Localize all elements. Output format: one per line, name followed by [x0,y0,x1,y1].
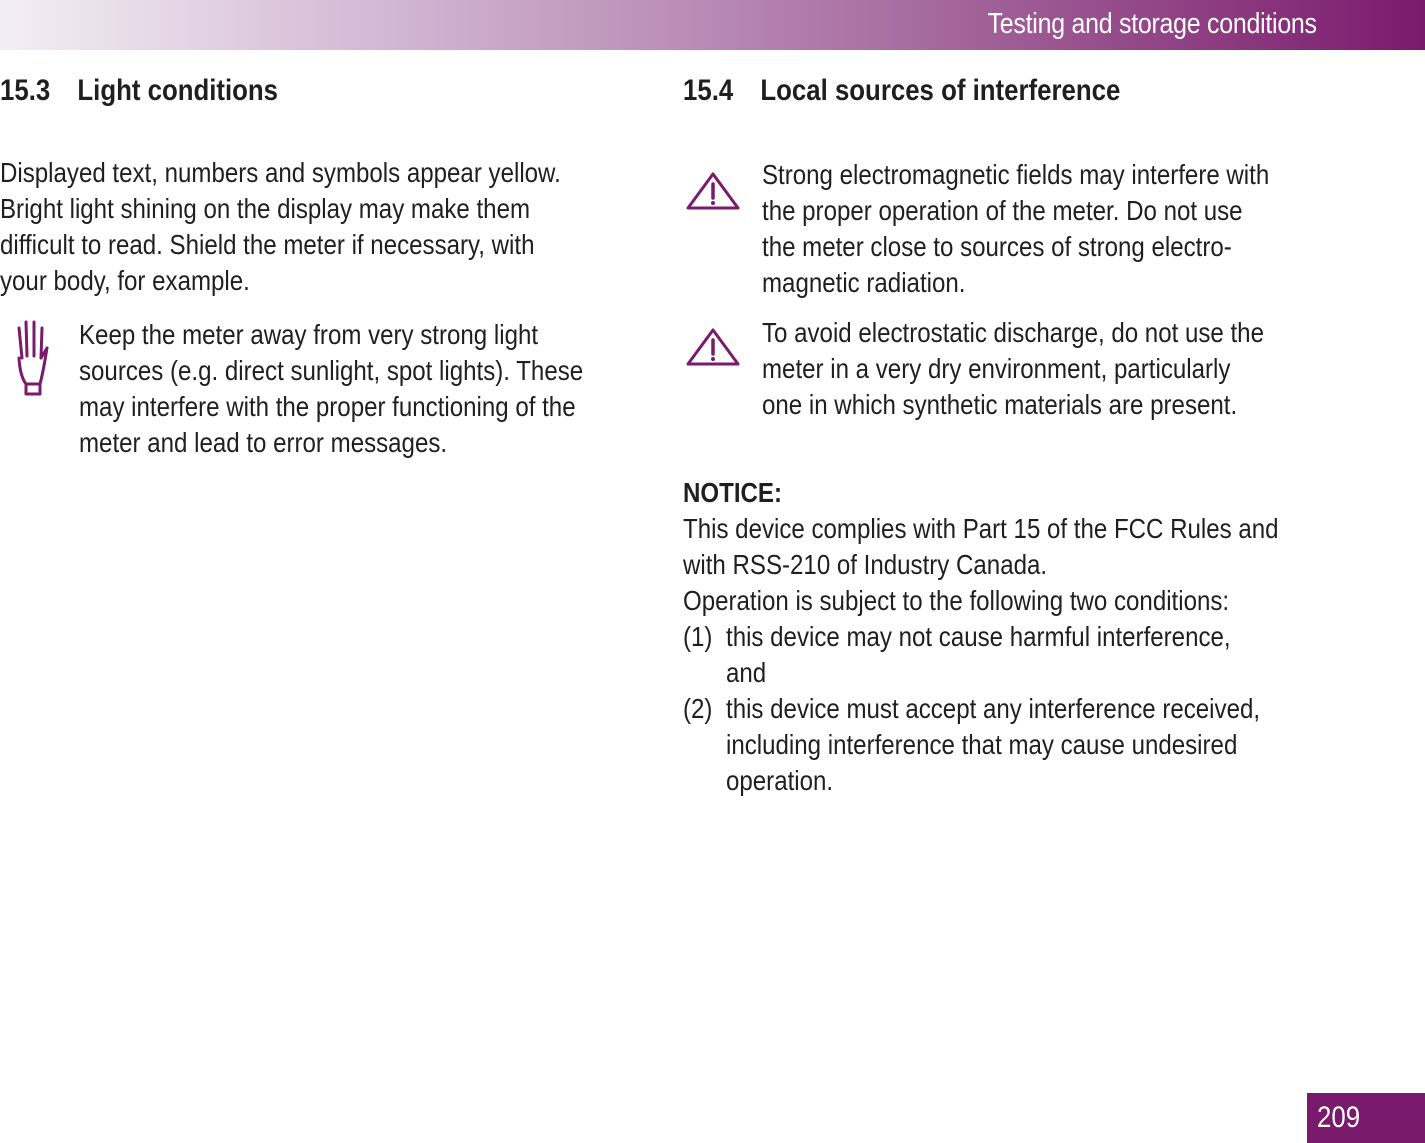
interference-warning-2 [762,315,1264,423]
interference-warning-1 [762,157,1269,301]
light-note-paragraph [79,317,583,461]
section-title: Local sources of interference [760,74,1121,107]
section-heading-light [0,74,278,108]
page-number: 209 [1317,1101,1361,1134]
text-line: Bright light shining on the display may make them [0,193,531,224]
text-line: this device may not cause harmful interference, [726,621,1231,652]
text-line: meter and lead to error messages. [79,427,448,458]
fcc-notice [683,475,1279,799]
text-line: Displayed text, numbers and symbols appear yellow. [0,157,561,188]
list-item [683,691,1279,727]
text-line: sources (e.g. direct sunlight, spot lights). These [79,355,584,386]
text-line: To avoid electrostatic discharge, do not use the [762,317,1264,348]
item-number: (1) [683,621,713,652]
page-header-bar [0,0,1425,50]
notice-label: NOTICE: [683,477,782,508]
text-line: difficult to read. Shield the meter if necessary, with [0,229,535,260]
text-line: the meter close to sources of strong electro- [762,231,1232,262]
hand-stop-icon [14,318,50,398]
section-title: Light conditions [77,74,279,107]
text-line: and [726,657,767,688]
item-number: (2) [683,693,713,724]
section-number: 15.3 [0,74,51,107]
text-line: meter in a very dry environment, particularly [762,353,1231,384]
list-item-continuation [683,655,1279,691]
list-item-continuation [683,727,1279,763]
text-line: one in which synthetic materials are present. [762,389,1238,420]
section-number: 15.4 [683,74,734,107]
text-line: including interference that may cause undesired [726,729,1238,760]
text-line: may interfere with the proper functioning of the [79,391,576,422]
text-line: Strong electromagnetic fields may interfere with [762,159,1270,190]
light-intro-paragraph [0,155,561,299]
text-line: Keep the meter away from very strong light [79,319,539,350]
warning-triangle-icon [684,170,742,212]
text-line: with RSS-210 of Industry Canada. [683,549,1048,580]
text-line: the proper operation of the meter. Do not use [762,195,1243,226]
section-heading-interference [683,74,1120,108]
page-number-badge [1307,1093,1425,1143]
text-line: Operation is subject to the following two conditions: [683,585,1230,616]
text-line: magnetic radiation. [762,267,966,298]
chapter-title: Testing and storage conditions [987,8,1317,40]
text-line: your body, for example. [0,265,250,296]
list-item-continuation [683,763,1279,799]
list-item [683,619,1279,655]
text-line: operation. [726,765,834,796]
text-line: This device complies with Part 15 of the FCC Rules and [683,513,1279,544]
text-line: this device must accept any interference received, [726,693,1261,724]
warning-triangle-icon [684,326,742,368]
